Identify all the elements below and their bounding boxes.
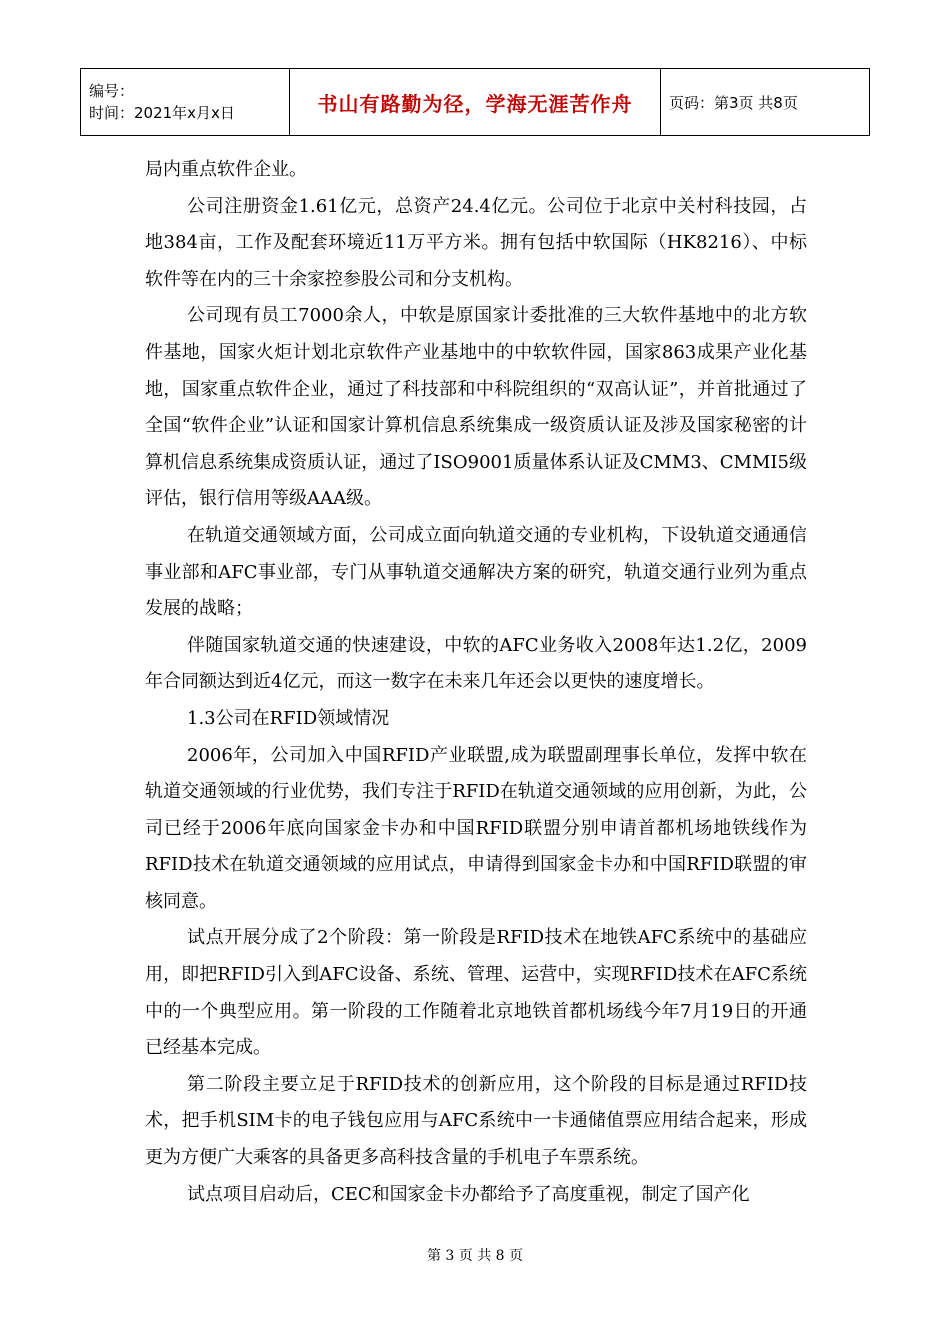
document-body [145, 152, 807, 1213]
paragraph: 试点项目启动后，CEC和国家金卡办都给予了高度重视，制定了国产化 [187, 1183, 750, 1205]
page-label: 页码：第3页 共8页 [661, 69, 870, 136]
paragraph: 2006年，公司加入中国RFID产业联盟,成为联盟副理事长单位，发挥中软在轨道交通领域的行业优势，我们专注于RFID在轨道交通领域的应用创新，为此，公司已经于2006年底向国家金卡办和中国RFID联盟分别申请首都机场地铁线作为RFID技术在轨道交通领域的应用试点，申请得到国家金卡办和中国RFID联盟的审核同意。 [145, 744, 807, 912]
header-left-cell [81, 69, 290, 136]
date-label: 时间：2021年x月x日 [89, 104, 235, 122]
paragraph: 第二阶段主要立足于RFID技术的创新应用，这个阶段的目标是通过RFID技术，把手机SIM卡的电子钱包应用与AFC系统中一卡通储值票应用结合起来，形成更为方便广大乘客的具备更多高科技含量的手机电子车票系统。 [145, 1073, 807, 1169]
paragraph: 在轨道交通领域方面，公司成立面向轨道交通的专业机构，下设轨道交通通信事业部和AFC事业部，专门从事轨道交通解决方案的研究，轨道交通行业列为重点发展的战略； [145, 524, 807, 620]
page-footer: 第 3 页 共 8 页 [426, 1248, 524, 1264]
motto: 书山有路勤为径，学海无涯苦作舟 [290, 69, 661, 136]
paragraph: 伴随国家轨道交通的快速建设，中软的AFC业务收入2008年达1.2亿，2009年合同额达到近4亿元，而这一数字在未来几年还会以更快的速度增长。 [145, 634, 807, 693]
paragraph: 公司注册资金1.61亿元，总资产24.4亿元。公司位于北京中关村科技园，占地384亩，工作及配套环境近11万平方米。拥有包括中软国际（HK8216）、中标软件等在内的三十余家控参股公司和分支机构。 [145, 195, 807, 290]
paragraph: 公司现有员工7000余人，中软是原国家计委批准的三大软件基地中的北方软件基地，国家火炬计划北京软件产业基地中的中软软件园，国家863成果产业化基地，国家重点软件企业，通过了科技部和中科院组织的“双高认证”，并首批通过了全国“软件企业”认证和国家计算机信息系统集成一级资质认证及涉及国家秘密的计算机信息系统集成资质认证，通过了ISO9001质量体系认证及CMM3、CMMI5级评估，银行信用等级AAA级。 [145, 305, 807, 510]
number-label: 编号： [89, 82, 135, 100]
paragraph: 试点开展分成了2个阶段：第一阶段是RFID技术在地铁AFC系统中的基础应用，即把RFID引入到AFC设备、系统、管理、运营中，实现RFID技术在AFC系统中的一个典型应用。第一阶段的工作随着北京地铁首都机场线今年7月19日的开通已经基本完成。 [145, 927, 807, 1059]
section-heading: 1.3公司在RFID领域情况 [187, 707, 390, 729]
paragraph: 局内重点软件企业。 [145, 159, 307, 180]
header-table [80, 68, 870, 136]
